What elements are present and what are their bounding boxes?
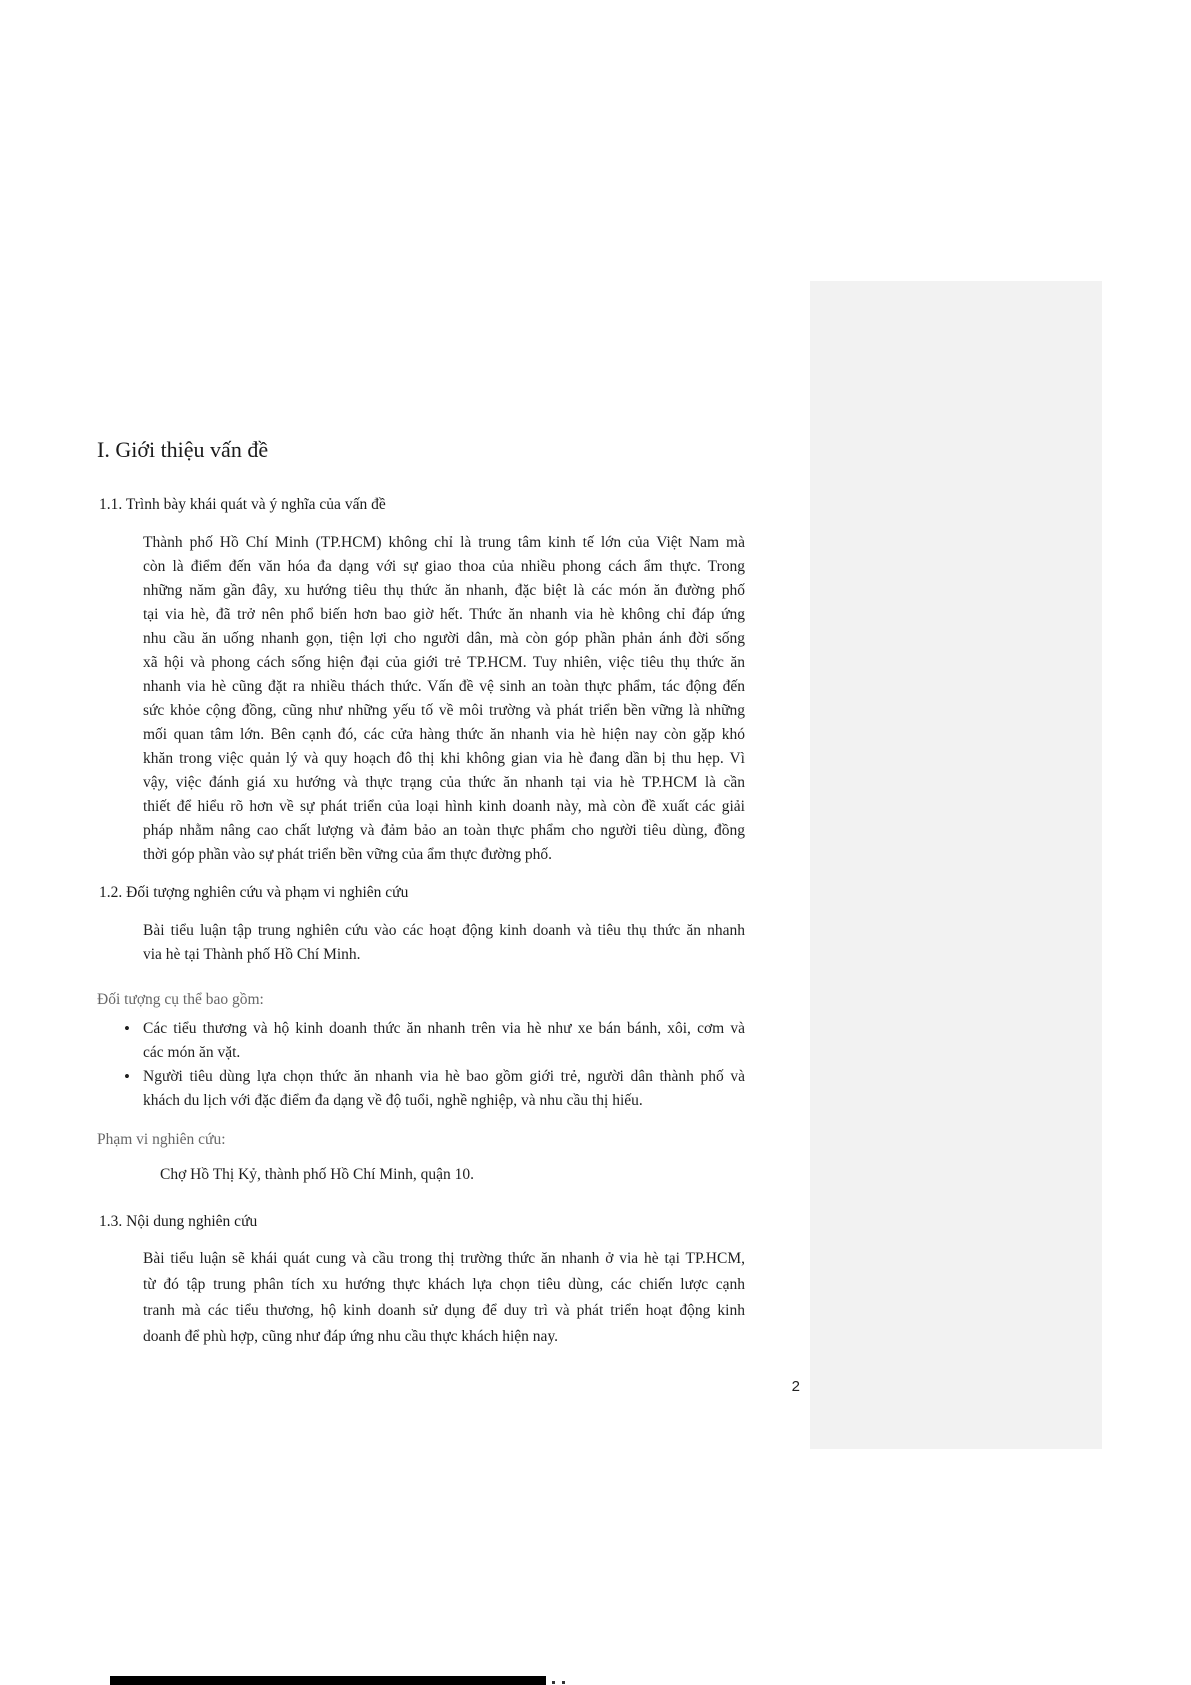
- paragraph-1-2: [143, 919, 745, 967]
- subsection-1-1-heading: 1.1. Trình bày khái quát và ý nghĩa của vấn đề: [99, 496, 386, 513]
- subsection-1-2-heading: 1.2. Đối tượng nghiên cứu và phạm vi nghiên cứu: [99, 884, 409, 901]
- text-line: từ đó tập trung phân tích xu hướng thực khách lựa chọn tiêu dùng, các chiến lược cạnh: [143, 1276, 745, 1293]
- text-line: Bài tiểu luận sẽ khái quát cung và cầu trong thị trường thức ăn nhanh ở via hè tại TP.HCM,: [143, 1250, 745, 1267]
- bullet-item: [123, 1065, 745, 1113]
- text-line: sức khỏe cộng đồng, cũng như những yếu tố về môi trường và phát triển bền vững là những: [143, 702, 745, 719]
- text-line: vậy, việc đánh giá xu hướng và thực trạng của thức ăn nhanh tại via hè TP.HCM là cần: [143, 774, 745, 791]
- text-line: Người tiêu dùng lựa chọn thức ăn nhanh via hè bao gồm giới trẻ, người dân thành phố và: [143, 1068, 745, 1085]
- text-line: xã hội và phong cách sống hiện đại của giới trẻ TP.HCM. Tuy nhiên, việc tiêu thụ thức ăn: [143, 654, 745, 671]
- text-line: tranh mà các tiểu thương, hộ kinh doanh sử dụng để duy trì và phát triển hoạt động kinh: [143, 1302, 745, 1319]
- text-line: nhu cầu ăn uống nhanh gọn, tiện lợi cho người dân, mà còn góp phần phản ánh đời sống: [143, 630, 745, 647]
- bottom-bar: [110, 1676, 546, 1685]
- bullet-icon: •: [124, 1067, 130, 1086]
- scope-text: Chợ Hồ Thị Kỷ, thành phố Hồ Chí Minh, quận 10.: [160, 1166, 475, 1183]
- bullet-icon: •: [124, 1019, 130, 1038]
- paragraph-1-3: [143, 1246, 745, 1350]
- text-line: thời góp phần vào sự phát triển bền vững của ẩm thực đường phố.: [143, 846, 553, 863]
- bullet-list: [123, 1017, 745, 1113]
- bullet-text: [143, 1017, 745, 1065]
- text-line: các món ăn vặt.: [143, 1044, 241, 1061]
- text-line: doanh để phù hợp, cũng như đáp ứng nhu cầu thực khách hiện nay.: [143, 1328, 559, 1345]
- text-line: via hè tại Thành phố Hồ Chí Minh.: [143, 946, 361, 963]
- bullet-item: [123, 1017, 745, 1065]
- text-line: Các tiểu thương và hộ kinh doanh thức ăn nhanh trên via hè như xe bán bánh, xôi, cơm và: [143, 1020, 745, 1037]
- text-line: nhanh via hè cũng đặt ra nhiều thách thức. Vấn đề vệ sinh an toàn thực phẩm, tác động đến: [143, 678, 745, 695]
- bottom-dot-mark: [562, 1681, 565, 1684]
- subsection-1-3-heading: 1.3. Nội dung nghiên cứu: [99, 1213, 258, 1230]
- text-line: những năm gần đây, xu hướng tiêu thụ thức ăn nhanh, đặc biệt là các món ăn đường phố: [143, 582, 745, 599]
- paragraph-1-1: [143, 531, 745, 867]
- text-line: Thành phố Hồ Chí Minh (TP.HCM) không chỉ là trung tâm kinh tế lớn của Việt Nam mà: [143, 534, 745, 551]
- text-line: khăn trong việc quản lý và quy hoạch đô thị khi không gian via hè đang dần bị thu hẹp. Vì: [143, 750, 745, 767]
- bullet-text: [143, 1065, 745, 1113]
- text-line: tại via hè, đã trở nên phổ biến hơn bao giờ hết. Thức ăn nhanh via hè không chỉ đáp ứng: [143, 606, 745, 623]
- bottom-dot-mark: [552, 1681, 555, 1684]
- page-background-panel: [810, 281, 1102, 1449]
- scope-label: Phạm vi nghiên cứu:: [97, 1131, 226, 1148]
- text-line: Bài tiểu luận tập trung nghiên cứu vào các hoạt động kinh doanh và tiêu thụ thức ăn nhanh: [143, 922, 745, 939]
- text-line: thiết để hiểu rõ hơn về sự phát triển của loại hình kinh doanh này, mà còn đề xuất các giải: [143, 798, 745, 815]
- objects-label: Đối tượng cụ thể bao gồm:: [97, 991, 264, 1008]
- text-line: pháp nhằm nâng cao chất lượng và đảm bảo an toàn thực phẩm cho người tiêu dùng, đồng: [143, 822, 745, 839]
- section-title: I. Giới thiệu vấn đề: [97, 437, 269, 462]
- text-line: mối quan tâm lớn. Bên cạnh đó, các cửa hàng thức ăn nhanh via hè hiện nay còn gặp khó: [143, 726, 745, 743]
- text-line: khách du lịch với đặc điểm đa dạng về độ tuổi, nghề nghiệp, và nhu cầu thị hiếu.: [143, 1092, 643, 1109]
- text-line: còn là điểm đến văn hóa đa dạng với sự giao thoa của nhiều phong cách ẩm thực. Trong: [143, 558, 745, 575]
- page-number: 2: [791, 1378, 800, 1395]
